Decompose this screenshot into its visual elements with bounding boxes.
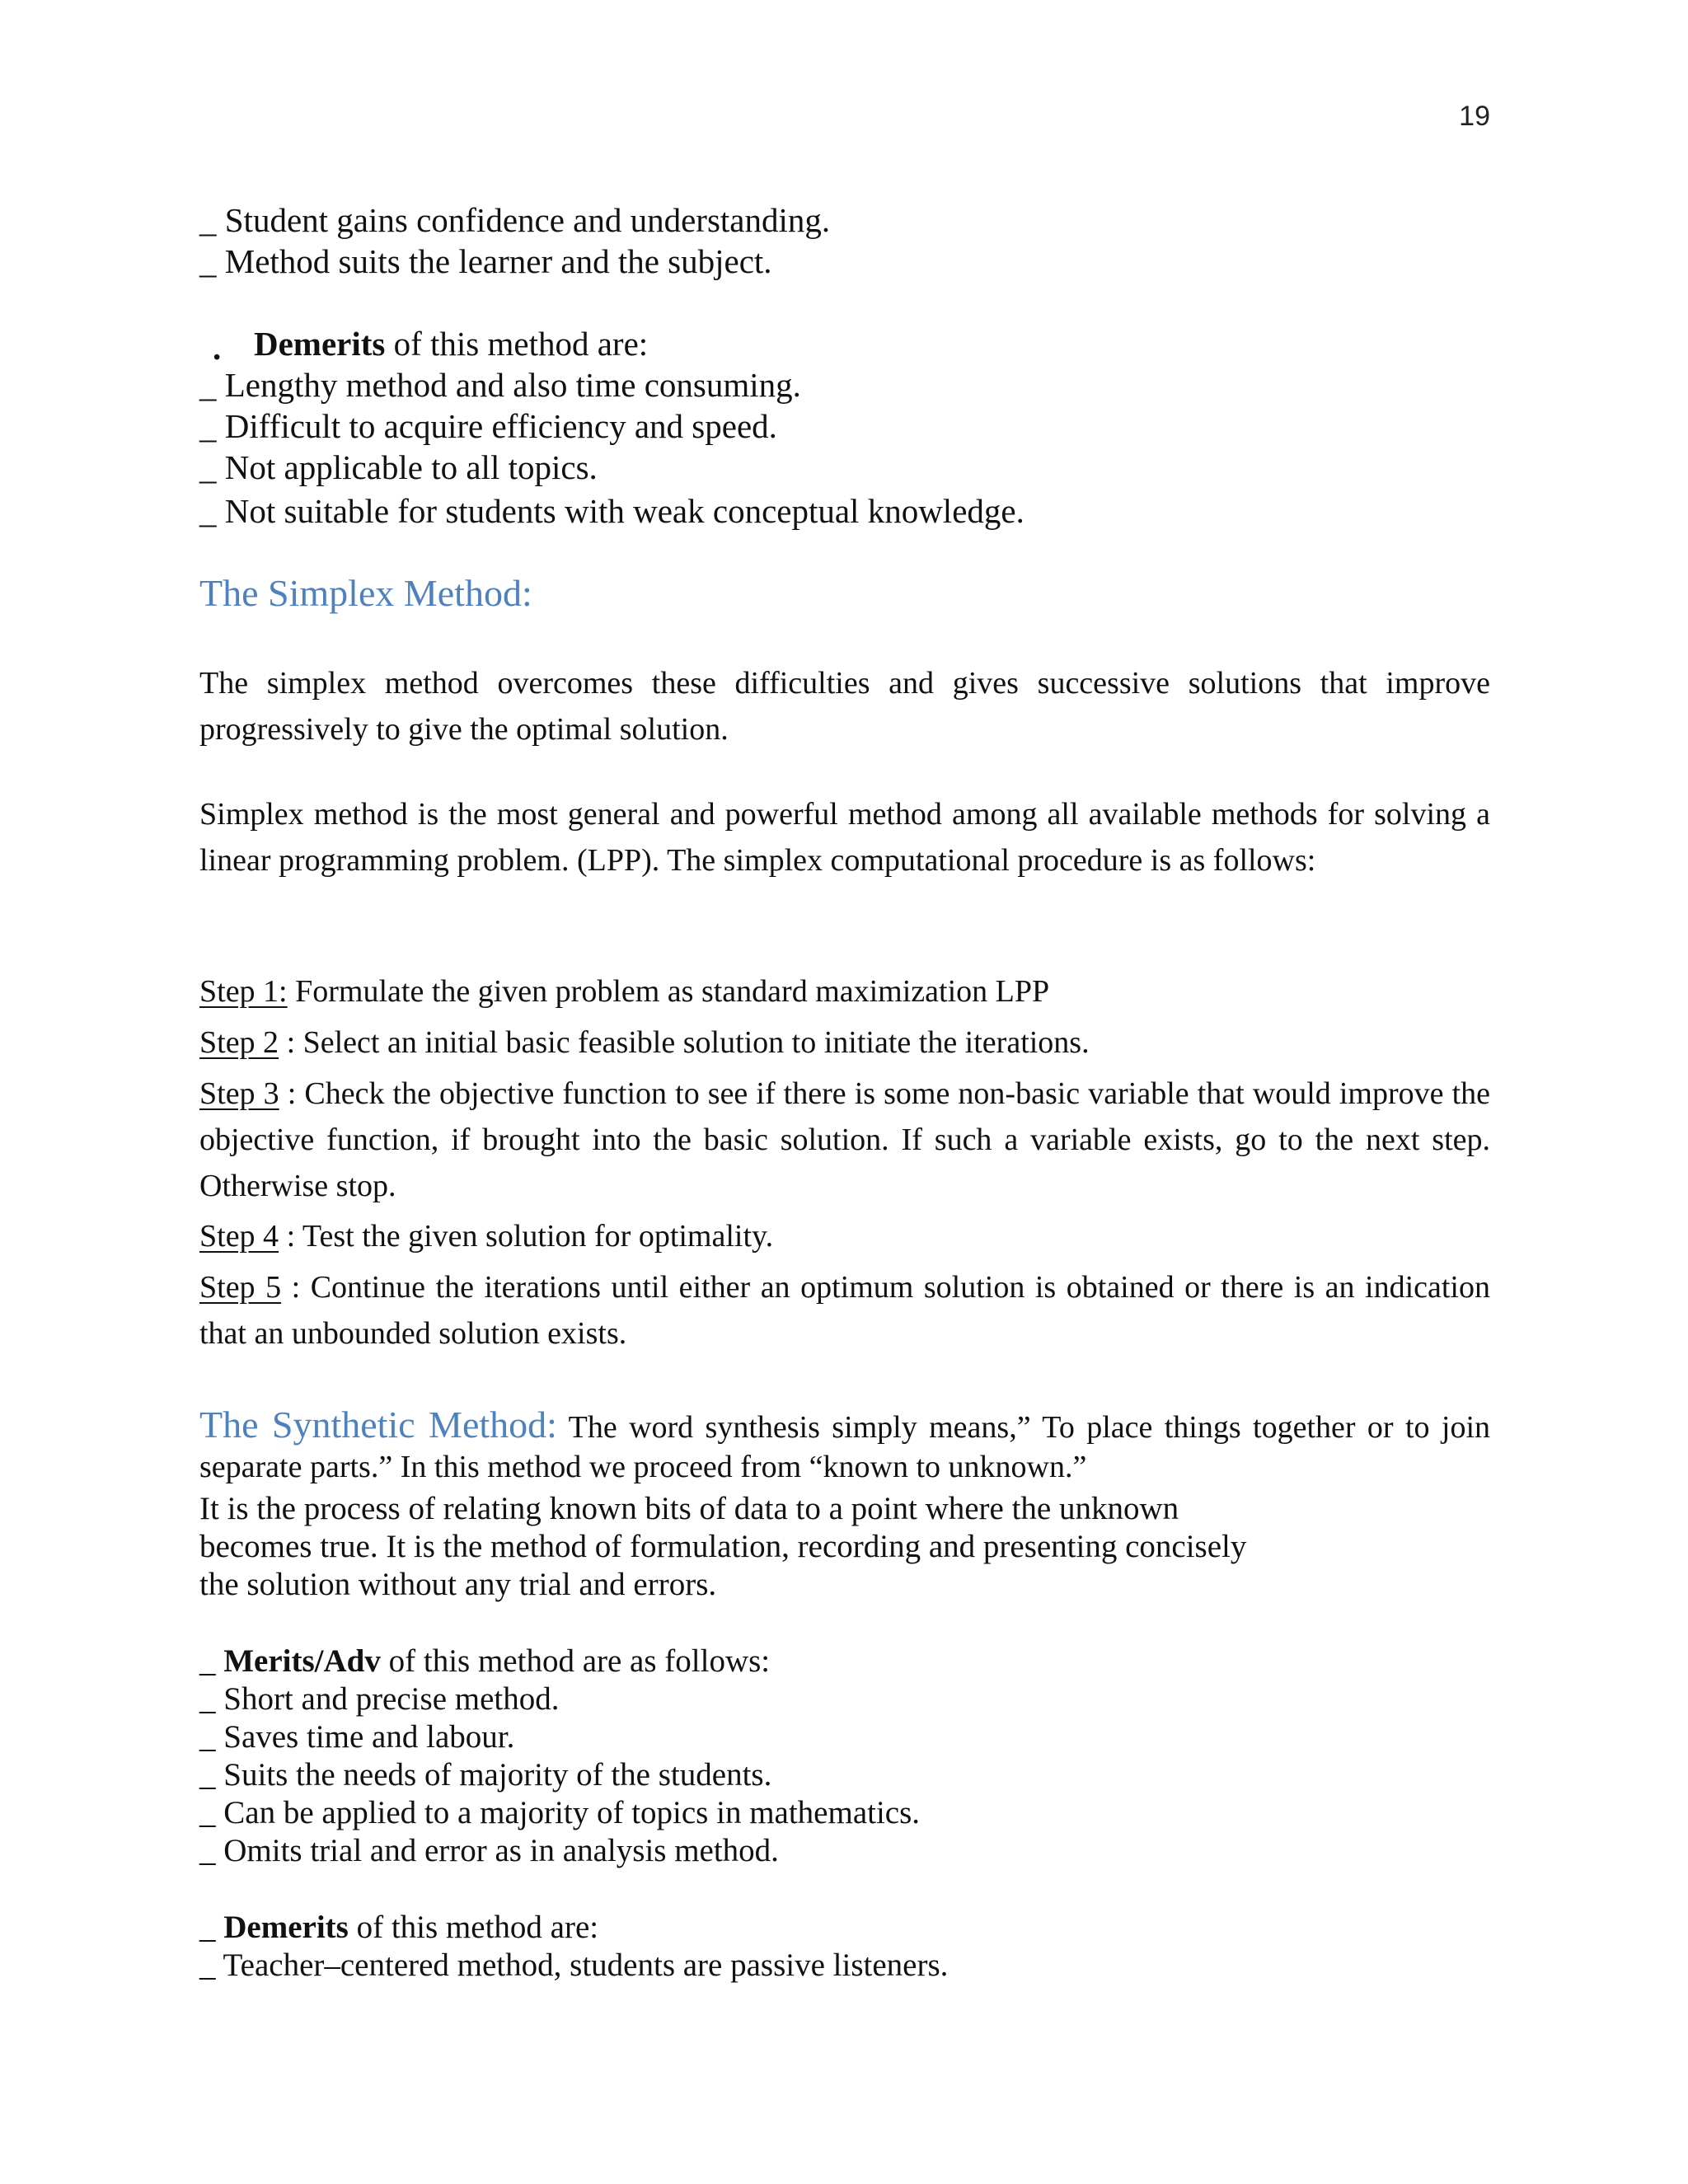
step-label: Step 5 [199,1270,282,1305]
demerit-item: _ Not suitable for students with weak conceptual knowledge. [199,492,1025,530]
synthetic-merit-item: _ Omits trial and error as in analysis method. [199,1833,779,1868]
synthetic-demerits-title-rest: of this method are: [348,1910,599,1945]
simplex-paragraph-2: Simplex method is the most general and powerful method among all available methods for solving a linear programming problem. (LPP). The simplex computational procedure is as follows: [199,797,1490,878]
demerit-item: _ Not applicable to all topics. [199,448,598,486]
synthetic-demerits-title-bold: Demerits [223,1910,349,1945]
demerits-title-rest: of this method are: [385,325,649,363]
merits-prefix: _ [199,1643,224,1679]
demerits-prefix: _ [199,1910,224,1945]
step-text: Formulate the given problem as standard maximization LPP [287,974,1050,1009]
step-label: Step 4 [199,1219,279,1254]
step-label: Step 3 [199,1076,279,1111]
synthetic-heading: The Synthetic Method: [199,1404,557,1446]
synthetic-merit-item: _ Can be applied to a majority of topics in mathematics. [199,1795,921,1830]
step-label: Step 1: [199,974,288,1009]
synthetic-merit-item: _ Saves time and labour. [199,1719,515,1755]
simplex-paragraph-1: The simplex method overcomes these difficulties and gives successive solutions that improve progressively to give the optimal solution. [199,666,1490,747]
synthetic-merit-item: _ Short and precise method. [199,1681,560,1717]
demerits-title-bold: Demerits [254,325,386,363]
synthetic-line: It is the process of relating known bits of data to a point where the unknown [199,1491,1179,1526]
demerit-item: _ Difficult to acquire efficiency and speed. [199,407,777,445]
merits-title-bold: Merits/Adv [223,1643,381,1679]
merit-item: _ Student gains confidence and understanding. [199,201,831,239]
synthetic-intro [199,1405,1490,1487]
synthetic-merit-item: _ Suits the needs of majority of the students. [199,1757,772,1793]
merits-title-rest: of this method are as follows: [380,1643,771,1679]
step-text: : Select an initial basic feasible solution to initiate the iterations. [279,1025,1090,1060]
synthetic-line: becomes true. It is the method of formulation, recording and presenting concisely [199,1529,1247,1564]
demerits-title [254,323,648,364]
bullet-dot: . [213,329,222,367]
step-3 [199,1071,1490,1209]
synthetic-merits-title [199,1643,770,1680]
step-text: : Test the given solution for optimality. [279,1219,774,1254]
step-label: Step 2 [199,1025,279,1060]
demerit-item: _ Lengthy method and also time consuming. [199,366,801,404]
synthetic-demerits-title [199,1909,598,1947]
step-4 [199,1213,1490,1259]
step-2 [199,1019,1490,1066]
synthetic-line: the solution without any trial and errors. [199,1567,717,1602]
synthetic-intro-text: The word synthesis simply means,” To place things together or to join separate parts.” In this method we proceed from “known to unknown.” [199,1410,1491,1484]
simplex-heading: The Simplex Method: [199,572,532,614]
synthetic-demerit-item: _ Teacher–centered method, students are passive listeners. [199,1947,949,1983]
step-5 [199,1264,1490,1357]
page-number: 19 [1459,101,1490,132]
step-text: : Continue the iterations until either an optimum solution is obtained or there is an indication that an unbounded solution exists. [199,1270,1490,1351]
step-text: : Check the objective function to see if there is some non-basic variable that would improve the objective function, if brought into the basic solution. If such a variable exists, go to the next step. Otherwise stop. [199,1076,1491,1203]
merit-item: _ Method suits the learner and the subject. [199,242,772,280]
step-1 [199,968,1490,1015]
